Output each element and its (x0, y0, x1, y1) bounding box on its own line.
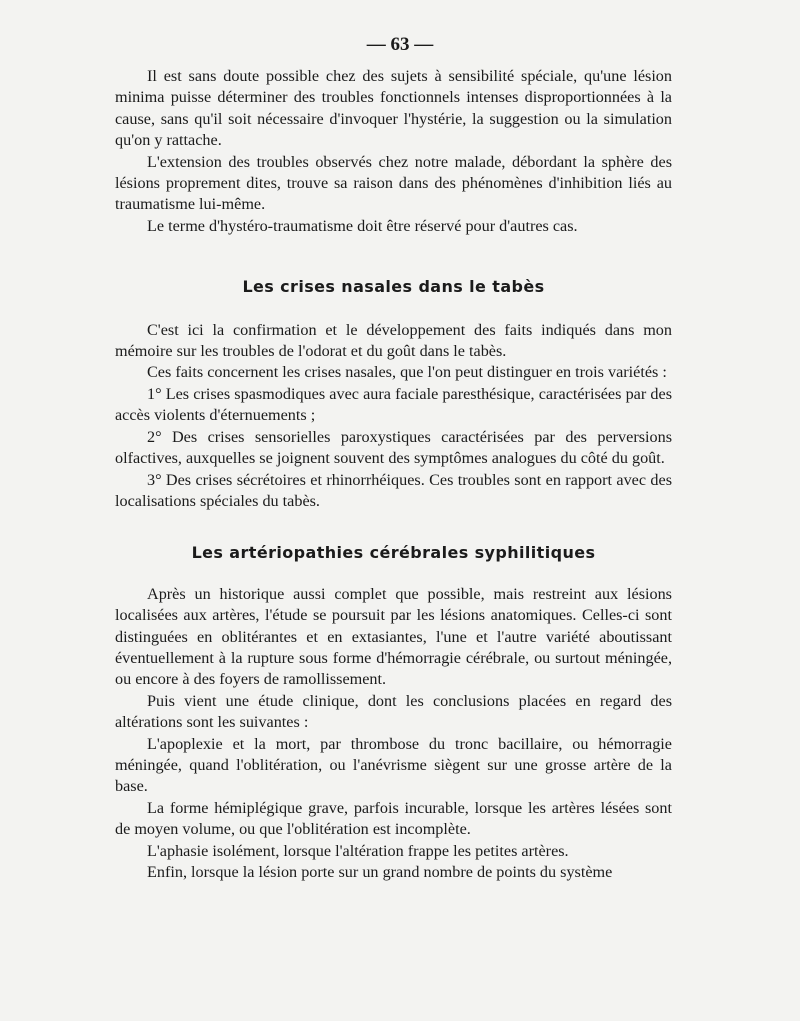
paragraph: Après un historique aussi complet que possible, mais restreint aux lésions localisées aux artères, l'étude se poursuit par les lésions anatomiques. Celles-ci sont distinguées en oblitérantes et en extasiantes, l'une et l'autre variété aboutissant éventuellement à la rupture sous forme d'hémorragie cérébrale, ou surtout méningée, ou encore à des foyers de ramollissement. (115, 584, 672, 689)
paragraph: La forme hémiplégique grave, parfois incurable, lorsque les artères lésées sont de moyen volume, ou que l'oblitération est incomplète. (115, 798, 672, 839)
paragraph: 1° Les crises spasmodiques avec aura faciale paresthésique, caractérisées par des accès violents d'éternuements ; (115, 384, 672, 425)
paragraph: Le terme d'hystéro-traumatisme doit être réservé pour d'autres cas. (147, 216, 578, 235)
paragraph: L'apoplexie et la mort, par thrombose du tronc bacillaire, ou hémorragie méningée, quand l'oblitération, ou l'anévrisme siègent sur une grosse artère de la base. (115, 734, 672, 796)
section-heading-crises-nasales: Les crises nasales dans le tabès (242, 277, 545, 297)
paragraph: Puis vient une étude clinique, dont les conclusions placées en regard des altérations sont les suivantes : (115, 691, 672, 732)
paragraph: Il est sans doute possible chez des sujets à sensibilité spéciale, qu'une lésion minima puisse déterminer des troubles fonctionnels intenses disproportionnées à la cause, sans qu'il soit nécessaire d'invoquer l'hystérie, la suggestion ou la simulation qu'on y rattache. (115, 67, 672, 150)
page-number: — 63 — (366, 34, 434, 55)
paragraph: Ces faits concernent les crises nasales, que l'on peut distinguer en trois variétés : (147, 363, 667, 382)
paragraph: C'est ici la confirmation et le développement des faits indiqués dans mon mémoire sur les troubles de l'odorat et du goût dans le tabès. (115, 320, 672, 361)
paragraph: L'extension des troubles observés chez notre malade, débordant la sphère des lésions proprement dites, trouve sa raison dans des phénomènes d'inhibition liés au traumatisme lui-même. (115, 152, 672, 214)
page-body (115, 66, 672, 883)
section-heading-arteriopathies: Les artériopathies cérébrales syphilitiques (191, 543, 596, 563)
paragraph: 3° Des crises sécrétoires et rhinorrhéiques. Ces troubles sont en rapport avec des localisations spéciales du tabès. (115, 470, 672, 510)
paragraph: L'aphasie isolément, lorsque l'altération frappe les petites artères. (147, 841, 569, 860)
paragraph: 2° Des crises sensorielles paroxystiques caractérisées par des perversions olfactives, auxquelles se joignent souvent des symptômes analogues du côté du goût. (115, 427, 672, 468)
paragraph: Enfin, lorsque la lésion porte sur un grand nombre de points du système (147, 863, 613, 881)
